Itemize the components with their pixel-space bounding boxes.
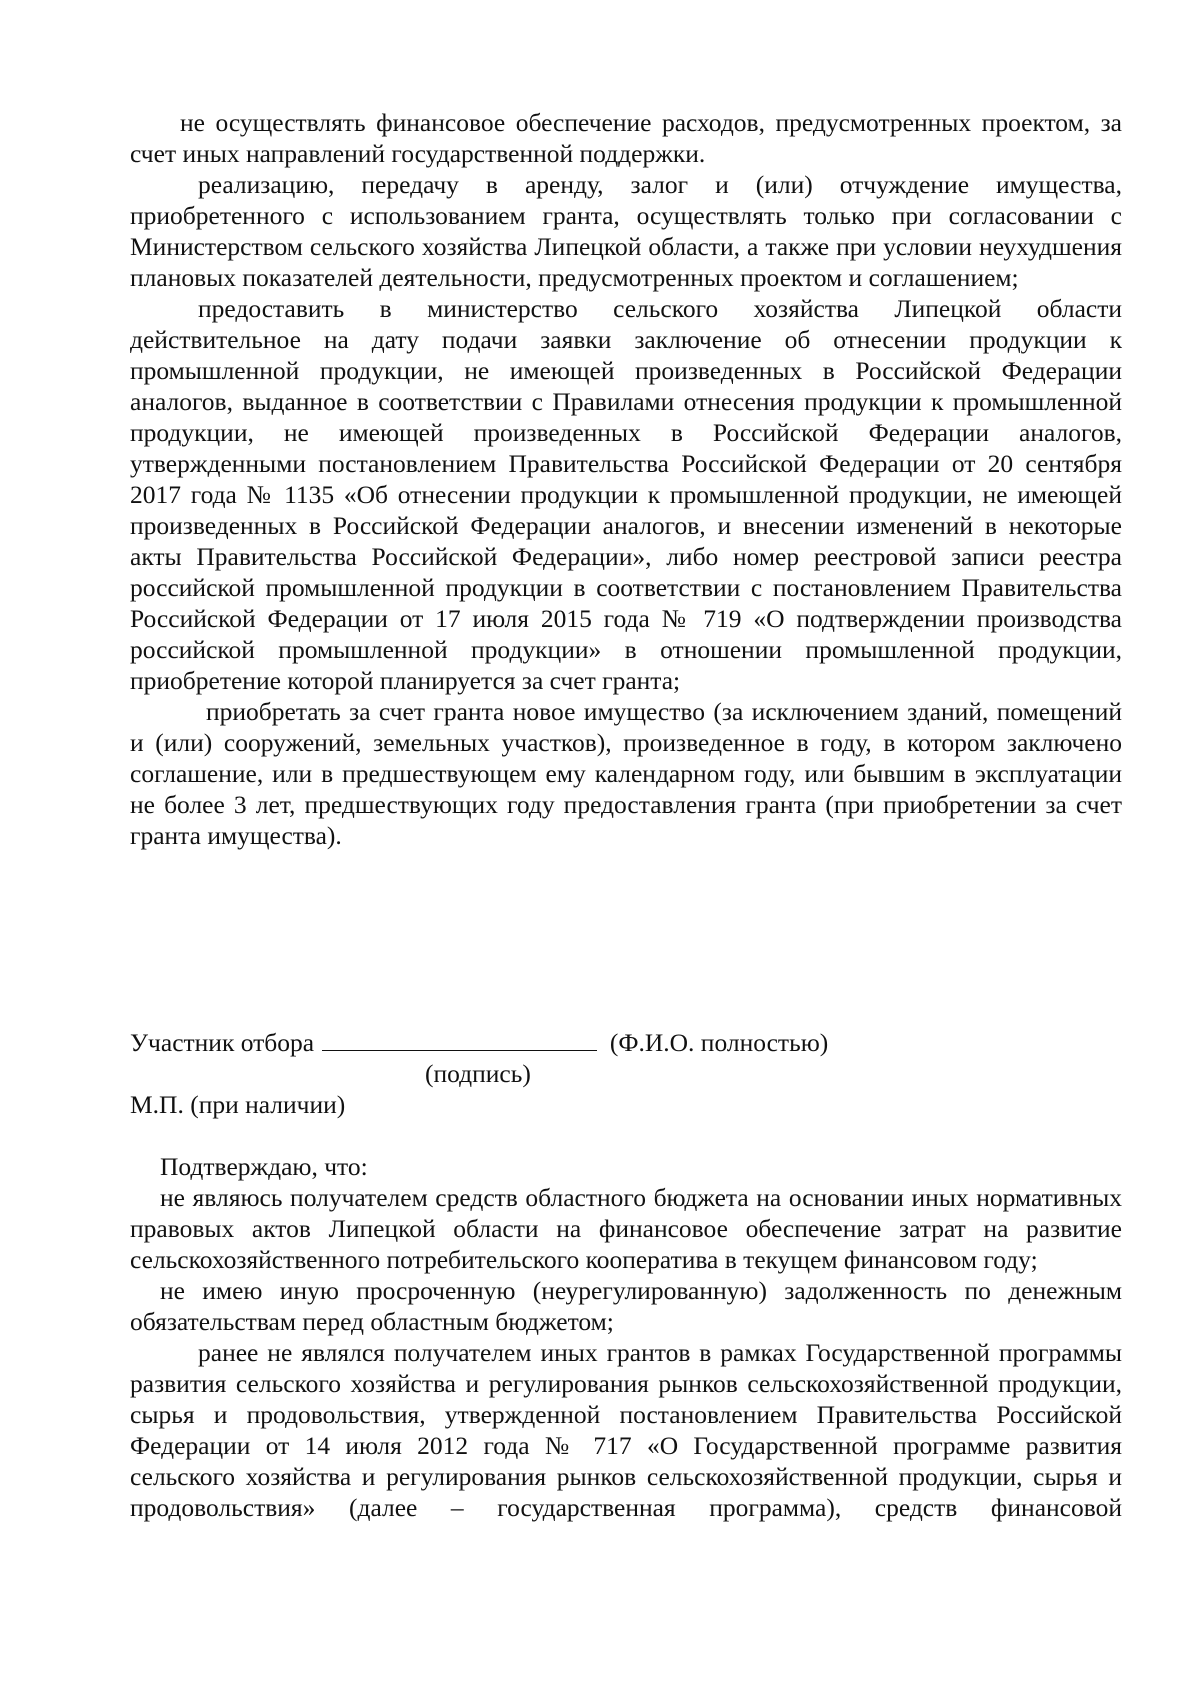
paragraph-funding: не осуществлять финансовое обеспечение расходов, предусмотренных проектом, за счет иных направлений государственной поддержки. (130, 108, 1122, 168)
paragraph-new-property: приобретать за счет гранта новое имущество (за исключением зданий, помещений и (или) сооружений, земельных участков), произведенное в году, в котором заключено соглашение, или в предшествующем ему календарном году, или бывшим в эксплуатации не более 3 лет, предшествующих году предоставления гранта (при приобретении за счет гранта имущества). (130, 697, 1122, 850)
stamp-label: М.П. (при наличии) (130, 1090, 346, 1119)
participant-signature-line (130, 1027, 828, 1058)
confirm-item-grants: ранее не являлся получателем иных грантов в рамках Государственной программы развития сельского хозяйства и регулирования рынков сельскохозяйственной продукции, сырья и продовольствия, утвержденной постановлением Правительства Российской Федерации от 14 июля 2012 года № 717 «О Государственной программе развития сельского хозяйства и регулирования рынков сельскохозяйственной продукции, сырья и продовольствия» (далее – государственная программа), средств финансовой (130, 1338, 1122, 1522)
confirmation-section (130, 1151, 1122, 1523)
confirm-heading: Подтверждаю, что: (160, 1152, 368, 1181)
paragraph-conclusion: предоставить в министерство сельского хозяйства Липецкой области действительное на дату подачи заявки заключение об отнесении продукции к промышленной продукции, не имеющей произведенных в Российской Федерации аналогов, выданное в соответствии с Правилами отнесения продукции к промышленной продукции, не имеющей произведенных в Российской Федерации аналогов, утвержденными постановлением Правительства Российской Федерации от 20 сентября 2017 года № 1135 «Об отнесении продукции к промышленной продукции, не имеющей произведенных в Российской Федерации аналогов, и внесении изменений в некоторые акты Правительства Российской Федерации», либо номер реестровой записи реестра российской промышленной продукции в соответствии с постановлением Правительства Российской Федерации от 17 июля 2015 года № 719 «О подтверждении производства российской промышленной продукции» в отношении промышленной продукции, приобретение которой планируется за счет гранта; (130, 294, 1122, 695)
participant-label: Участник отбора (130, 1028, 315, 1057)
fio-label: (Ф.И.О. полностью) (609, 1028, 829, 1057)
signature-caption: (подпись) (425, 1059, 531, 1088)
confirm-item-debt: не имею иную просроченную (неурегулированную) задолженность по денежным обязательствам перед областным бюджетом; (130, 1276, 1122, 1336)
confirm-item-budget: не являюсь получателем средств областного бюджета на основании иных нормативных правовых актов Липецкой области на финансовое обеспечение затрат на развитие сельскохозяйственного потребительского кооператива в текущем финансовом году; (130, 1183, 1122, 1274)
obligations-section (130, 107, 1122, 851)
signature-blank (322, 1028, 597, 1051)
paragraph-property-disposal: реализацию, передачу в аренду, залог и (или) отчуждение имущества, приобретенного с использованием гранта, осуществлять только при согласовании с Министерством сельского хозяйства Липецкой области, а также при условии неухудшения плановых показателей деятельности, предусмотренных проектом и соглашением; (130, 170, 1122, 292)
